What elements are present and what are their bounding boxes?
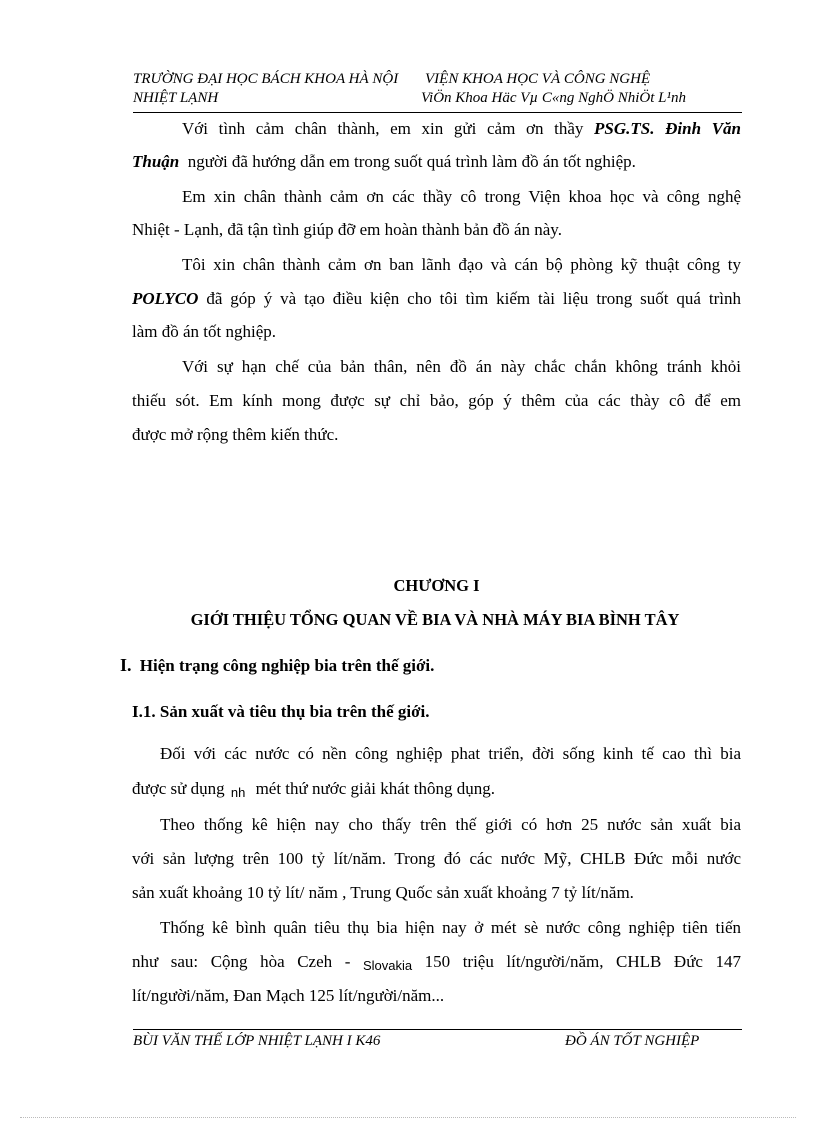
section-title: Hiện trạng công nghiệp bia trên thế giới. (139, 656, 435, 675)
body-p3-line2 (132, 951, 741, 974)
body-p3-line1: Thống kê bình quân tiêu thụ bia hiện nay ở mét sè nước công nghiệp tiên tiến (160, 918, 741, 937)
header-rule (133, 112, 742, 113)
ack-p3-line2 (132, 288, 741, 310)
header-department: NHIỆT LẠNH (133, 90, 219, 106)
chapter-number: CHƯƠNG I (393, 576, 480, 595)
body-p2-line3: sản xuất khoảng 10 tỷ lít/ năm , Trung Quốc sản xuất khoảng 7 tỷ lít/năm. (132, 883, 634, 902)
ack-advisor-name-2: Thuận (132, 152, 180, 171)
ack-p4-line1: Với sự hạn chế của bản thân, nên đồ án này chắc chắn không tránh khỏi (182, 357, 741, 376)
section-heading (120, 654, 729, 677)
header-university: TRƯỜNG ĐẠI HỌC BÁCH KHOA HÀ NỘI (133, 71, 399, 87)
ack-company-name: POLYCO (132, 289, 199, 308)
footer-author: BÙI VĂN THẾ LỚP NHIỆT LẠNH I K46 (133, 1033, 381, 1049)
footer-rule (133, 1029, 742, 1030)
header-institute: VIỆN KHOA HỌC VÀ CÔNG NGHỆ (425, 71, 651, 87)
body-p2-line2: với sản lượng trên 100 tỷ lít/năm. Trong đó các nước Mỹ, CHLB Đức mỗi nước (132, 849, 741, 868)
body-p3-line3: lít/người/năm, Đan Mạch 125 lít/người/năm... (132, 986, 445, 1005)
ack-p1-text: Với tình cảm chân thành, em xin gửi cảm ơn thầy (182, 119, 584, 138)
body-p1-line2 (132, 778, 741, 801)
ack-p3-line3: làm đồ án tốt nghiệp. (132, 322, 277, 341)
body-p3-text-c: 150 triệu lít/người/năm, CHLB Đức 147 (424, 952, 742, 971)
footer-doc-type: ĐỒ ÁN TỐT NGHIỆP (565, 1033, 700, 1049)
page-header (133, 70, 742, 108)
ack-p1-end: người đã hướng dẫn em trong suốt quá trình làm đồ án tốt nghiệp. (187, 152, 636, 171)
ack-p2-line1: Em xin chân thành cảm ơn các thầy cô trong Viện khoa học và công nghệ (182, 187, 741, 206)
section-marker: I. (120, 655, 132, 675)
ack-p2-line2: Nhiệt - Lạnh, đã tận tình giúp đỡ em hoàn thành bản đồ án này. (132, 220, 562, 239)
ack-p3-text: đã góp ý và tạo điều kiện cho tôi tìm kiếm tài liệu trong suốt quá trình (206, 289, 741, 308)
ack-p1-line1 (132, 118, 741, 140)
body-p1-line1: Đối với các nước có nền công nghiệp phat triển, đời sống kinh tế cao thì bia (160, 744, 741, 763)
body-p1-text-b: nh (230, 785, 246, 800)
subsection-heading: I.1. Sản xuất và tiêu thụ bia trên thế giới. (132, 702, 430, 721)
ack-p4-line2: thiếu sót. Em kính mong được sự chỉ bảo, góp ý thêm của các thày cô để em (132, 391, 741, 410)
page-edge-dots (20, 1117, 796, 1118)
body-p3-text-a: như sau: Cộng hòa Czeh - (132, 952, 351, 971)
body-p2-line1: Theo thống kê hiện nay cho thấy trên thế giới có hơn 25 nước sản xuất bia (160, 815, 741, 834)
ack-advisor-name: PSG.TS. Đinh Văn (594, 119, 741, 138)
body-p1-text-c: mét thứ nước giải khát thông dụng. (255, 779, 495, 798)
body-p1-text-a: được sử dụng (132, 779, 225, 798)
ack-p4-line3: được mở rộng thêm kiến thức. (132, 425, 339, 444)
header-institute-legacy: ViÖn Khoa Häc Vµ C«ng NghÖ NhiÖt L¹nh (421, 90, 686, 106)
ack-p3-line1: Tôi xin chân thành cảm ơn ban lãnh đạo và cán bộ phòng kỹ thuật công ty (182, 255, 741, 274)
chapter-title: GIỚI THIỆU TỔNG QUAN VỀ BIA VÀ NHÀ MÁY BIA BÌNH TÂY (190, 610, 680, 629)
body-p3-text-b: Slovakia (362, 958, 413, 973)
ack-p1-line2 (132, 151, 741, 173)
page-footer (133, 1033, 742, 1050)
